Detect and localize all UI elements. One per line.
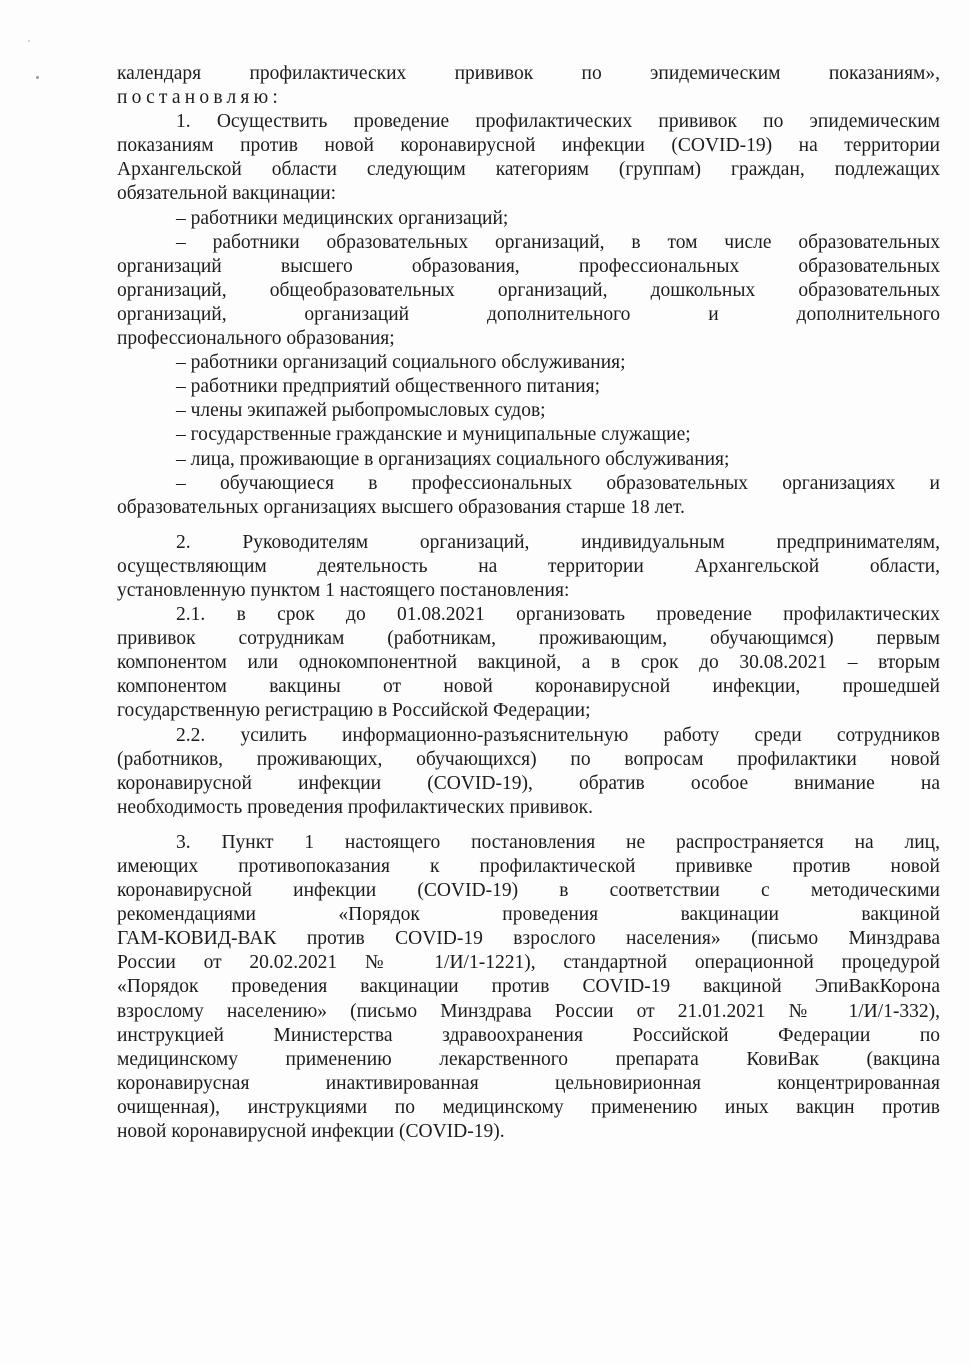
text-line: прививок сотрудникам (работникам, проживающим, обучающимся) первым xyxy=(117,628,940,650)
list-item: – работники образовательных организаций, в том числе образовательных xyxy=(176,231,940,253)
list-item: – государственные гражданские и муниципальные служащие; xyxy=(176,424,691,446)
text-line: новой коронавирусной инфекции (COVID-19). xyxy=(117,1121,505,1143)
text-line: инструкцией Министерства здравоохранения Российской Федерации по xyxy=(117,1024,940,1046)
text-line: показаниям против новой коронавирусной инфекции (COVID-19) на территории xyxy=(117,135,940,157)
text-line: организаций высшего образования, профессиональных образовательных xyxy=(117,255,940,277)
paragraph-gap xyxy=(117,520,940,531)
text-line: Архангельской области следующим категориям (группам) граждан, подлежащих xyxy=(117,159,940,181)
text-line: рекомендациями «Порядок проведения вакцинации вакциной xyxy=(117,904,940,926)
text-line: (работников, проживающих, обучающихся) по вопросам профилактики новой xyxy=(117,748,940,770)
list-item: – члены экипажей рыбопромысловых судов; xyxy=(176,400,546,422)
text-line: коронавирусной инфекции (COVID-19), обратив особое внимание на xyxy=(117,772,940,794)
list-item: – лица, проживающие в организациях социального обслуживания; xyxy=(176,448,730,470)
text-line: календаря профилактических прививок по эпидемическим показаниям», xyxy=(117,63,940,84)
text-line: образовательных организациях высшего образования старше 18 лет. xyxy=(117,496,685,518)
text-line: медицинскому применению лекарственного препарата КовиВак (вакцина xyxy=(117,1048,940,1070)
resolution-word: постановляю: xyxy=(117,87,282,109)
text-line: 1. Осуществить проведение профилактических прививок по эпидемическим xyxy=(176,111,940,133)
text-line: России от 20.02.2021 № 1/И/1-1221), стандартной операционной процедурой xyxy=(117,952,940,974)
document-body xyxy=(117,62,940,1144)
text-line: коронавирусной инфекции (COVID-19) в соответствии с методическими xyxy=(117,880,940,902)
text-line: коронавирусная инактивированная цельновирионная концентрированная xyxy=(117,1072,940,1094)
list-item: – обучающиеся в профессиональных образовательных организациях и xyxy=(176,472,940,494)
text-line: 2. Руководителям организаций, индивидуальным предпринимателям, xyxy=(176,531,940,553)
text-line: необходимость проведения профилактических прививок. xyxy=(117,796,593,818)
text-line: обязательной вакцинации: xyxy=(117,183,337,205)
text-line: компонентом или однокомпонентной вакциной, а в срок до 30.08.2021 – вторым xyxy=(117,652,940,674)
text-line: компонентом вакцины от новой коронавирусной инфекции, прошедшей xyxy=(117,676,940,698)
list-item: – работники организаций социального обслуживания; xyxy=(176,352,626,374)
scan-speck xyxy=(28,40,30,42)
text-line: 2.2. усилить информационно-разъяснительную работу среди сотрудников xyxy=(176,724,940,746)
text-line: 2.1. в срок до 01.08.2021 организовать проведение профилактических xyxy=(176,604,940,626)
text-line: взрослому населению» (письмо Минздрава России от 21.01.2021 № 1/И/1-332), xyxy=(117,1000,940,1022)
text-line: установленную пунктом 1 настоящего постановления: xyxy=(117,579,570,601)
list-item: – работники медицинских организаций; xyxy=(176,207,509,229)
text-line: государственную регистрацию в Российской Федерации; xyxy=(117,700,591,722)
list-item: – работники предприятий общественного питания; xyxy=(176,376,601,398)
text-line: очищенная), инструкциями по медицинскому применению иных вакцин против xyxy=(117,1096,940,1118)
text-line: организаций, общеобразовательных организаций, дошкольных образовательных xyxy=(117,279,940,301)
text-line: профессионального образования; xyxy=(117,328,395,350)
text-line: ГАМ-КОВИД-ВАК против COVID-19 взрослого населения» (письмо Минздрава xyxy=(117,928,940,950)
text-line: осуществляющим деятельность на территории Архангельской области, xyxy=(117,555,940,577)
text-line: имеющих противопоказания к профилактической прививке против новой xyxy=(117,856,940,877)
paragraph-gap xyxy=(117,820,940,831)
text-line: «Порядок проведения вакцинации против COVID-19 вакциной ЭпиВакКорона xyxy=(117,976,940,998)
scan-speck xyxy=(36,76,39,79)
text-line: 3. Пункт 1 настоящего постановления не распространяется на лиц, xyxy=(176,831,940,853)
text-line: организаций, организаций дополнительного и дополнительного xyxy=(117,303,940,325)
